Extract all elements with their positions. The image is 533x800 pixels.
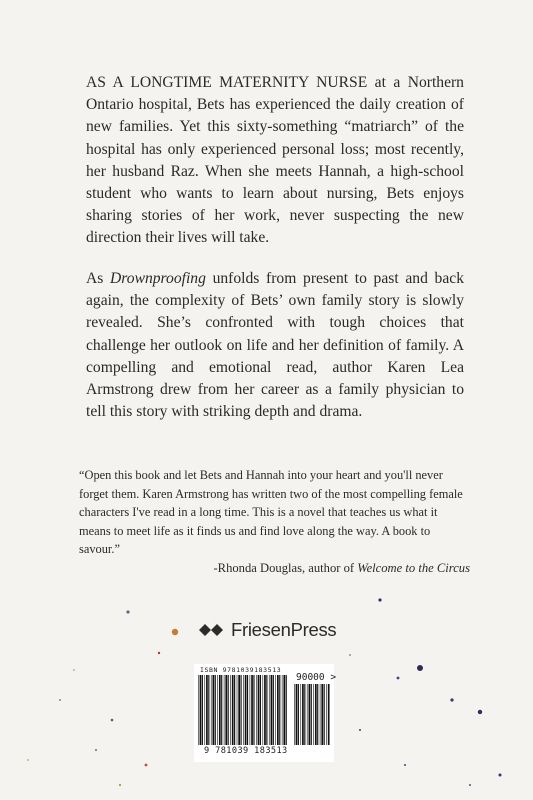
barcode-bar bbox=[230, 675, 231, 745]
barcode-bar bbox=[241, 675, 242, 745]
barcode-bar bbox=[279, 675, 280, 745]
barcode-bar bbox=[313, 684, 314, 745]
attribution-author: -Rhonda Douglas, author of bbox=[213, 561, 358, 575]
barcode-bar bbox=[266, 675, 267, 745]
barcode-bar bbox=[304, 684, 305, 745]
barcode-bar bbox=[307, 684, 308, 745]
friesenpress-logo-icon bbox=[198, 617, 224, 643]
barcode-bar bbox=[206, 675, 208, 745]
barcode-bar bbox=[232, 675, 234, 745]
blurb-paragraph-2-text: unfolds from present to past and back again, the complexity of Bets’ own family story is slowly revealed. She’s confronted with tough choices that challenge her outlook on life and her definition of family. A compelling and emotional read, author Karen Lea Armstrong drew from her career as a family physician to tell this story with striking depth and drama. bbox=[86, 270, 464, 421]
barcode-bar bbox=[311, 684, 312, 745]
barcode-bar bbox=[294, 684, 295, 745]
barcode-bar bbox=[243, 675, 244, 745]
barcode-bar bbox=[271, 675, 273, 745]
barcode-bar bbox=[260, 675, 261, 745]
barcode-bar bbox=[250, 675, 251, 745]
barcode-bar bbox=[263, 675, 264, 745]
barcode-bar bbox=[264, 675, 266, 745]
barcode-bar bbox=[247, 675, 248, 745]
barcode-bar bbox=[208, 675, 209, 745]
barcode-bar bbox=[317, 684, 318, 745]
barcode-bar bbox=[253, 675, 254, 745]
barcode-bar bbox=[277, 675, 279, 745]
price-code: 90000 > bbox=[296, 672, 337, 683]
barcode-bar bbox=[234, 675, 235, 745]
barcode-bar bbox=[326, 684, 327, 745]
blurb-lead-caps: AS A LONGTIME MATERNITY NURSE bbox=[86, 74, 368, 91]
barcode-bar bbox=[238, 675, 240, 745]
barcode-bar bbox=[198, 675, 199, 745]
barcode-bar bbox=[286, 675, 287, 745]
barcode-bar bbox=[320, 684, 321, 745]
blurb-paragraph-1 bbox=[86, 72, 464, 250]
barcode-bar bbox=[324, 684, 325, 745]
barcode-bar bbox=[315, 684, 317, 745]
barcode-bar bbox=[300, 684, 301, 745]
barcode-bar bbox=[221, 675, 222, 745]
barcode-bar bbox=[211, 675, 212, 745]
barcode-bar bbox=[245, 675, 247, 745]
barcode-bar bbox=[283, 675, 285, 745]
barcode-bar bbox=[204, 675, 205, 745]
barcode-bar bbox=[258, 675, 260, 745]
barcode-bar bbox=[273, 675, 274, 745]
barcode-bar bbox=[309, 684, 311, 745]
blurb-paragraph-1-text: at a Northern Ontario hospital, Bets has experienced the daily creation of new families. Yet this sixty-something “matriarch” of the hospital has only experienced personal loss; most recently, her husband Raz. When she meets Hannah, a high-school student who wants to learn about nursing, Bets enjoys sharing stories of her work, never suspecting the new direction their lives will take. bbox=[86, 74, 464, 247]
barcode-bar bbox=[215, 675, 216, 745]
barcode-bar bbox=[296, 684, 298, 745]
barcode-bar bbox=[321, 684, 323, 745]
barcode-bar bbox=[275, 675, 276, 745]
isbn-digits: 9 781039 183513 bbox=[204, 746, 288, 756]
book-title: Drownproofing bbox=[110, 270, 206, 287]
barcode-bar bbox=[251, 675, 253, 745]
barcode-bar bbox=[302, 684, 304, 745]
blurb-paragraph-2 bbox=[86, 268, 464, 423]
barcode-bar bbox=[219, 675, 221, 745]
barcode-bar bbox=[237, 675, 238, 745]
isbn-barcode bbox=[198, 675, 288, 745]
barcode-bar bbox=[217, 675, 218, 745]
barcode-bar bbox=[328, 684, 330, 745]
barcode-bar bbox=[213, 675, 215, 745]
publisher-name: FriesenPress bbox=[231, 619, 337, 640]
attribution-book-title: Welcome to the Circus bbox=[357, 561, 470, 575]
barcode-bar bbox=[256, 675, 257, 745]
barcode-bar bbox=[282, 675, 283, 745]
endorsement-quote: “Open this book and let Bets and Hannah into your heart and you'll never forget them. Karen Armstrong has written two of the most compelling female characters I've read in a long time. This is a novel that teaches us what it means to meet life as it finds us and find love along the way. A book to savour.” bbox=[79, 468, 463, 557]
blurb-paragraph-2-lead: As bbox=[86, 270, 111, 287]
barcode-bar bbox=[228, 675, 229, 745]
barcode-bar bbox=[269, 675, 270, 745]
publisher-logo bbox=[198, 617, 336, 643]
barcode-bar bbox=[224, 675, 225, 745]
price-barcode bbox=[294, 684, 330, 745]
barcode-bar bbox=[202, 675, 203, 745]
barcode-bar bbox=[298, 684, 299, 745]
barcode-bar bbox=[225, 675, 227, 745]
barcode-bar bbox=[200, 675, 202, 745]
isbn-label: ISBN 9781039183513 bbox=[200, 666, 282, 674]
